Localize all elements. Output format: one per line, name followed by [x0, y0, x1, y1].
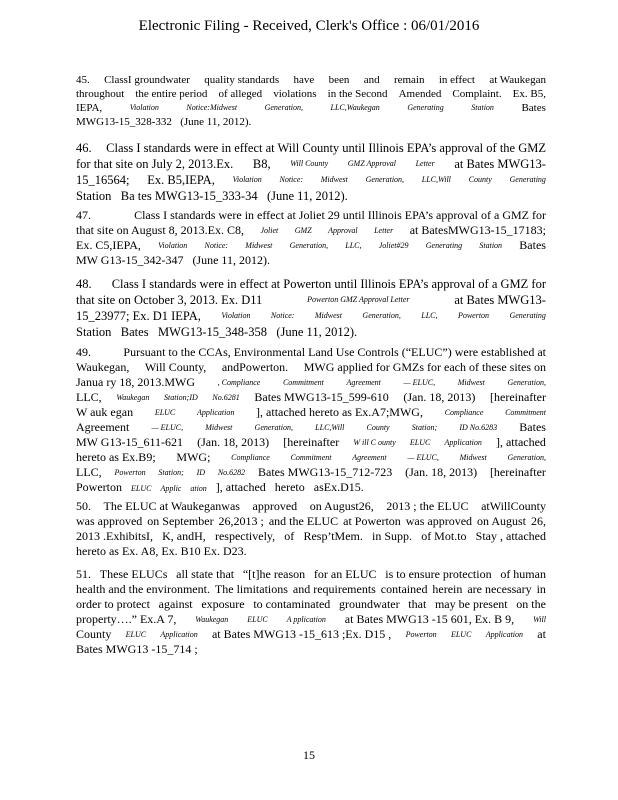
text-run: Notice:Midwest — [186, 103, 238, 112]
text-run: hereto as Ex.B9; — [76, 450, 156, 464]
text-run: are necessary — [467, 582, 532, 596]
text-line — [76, 420, 546, 435]
text-run: respectively, — [214, 529, 276, 543]
text-run: Bates MWG13-15_712-723 — [257, 465, 393, 479]
text-run: Letter — [415, 159, 435, 168]
text-run: (Jan. 18, 2013) — [403, 390, 476, 404]
text-run: Powerton — [457, 311, 490, 320]
text-run: ID No.6283 — [459, 423, 498, 432]
text-run: of alleged — [218, 88, 263, 100]
text-run: The ELUC at Waukeganwas — [103, 499, 240, 513]
text-run: Waukegan, — [76, 360, 130, 374]
text-line — [76, 390, 546, 405]
text-run: A pplication — [286, 615, 326, 624]
text-run: groundwater — [338, 597, 400, 611]
paragraph-49 — [76, 345, 546, 495]
paragraph-47 — [76, 208, 546, 268]
paragraph-51 — [76, 567, 546, 657]
text-run: MWG; — [176, 450, 211, 464]
text-line — [76, 544, 546, 559]
text-run: Resp’tMem. — [303, 529, 363, 543]
paragraph-number: 45. — [76, 74, 90, 86]
text-run: the entire period — [135, 88, 208, 100]
text-run: of — [284, 529, 295, 543]
text-run: for an ELUC — [313, 567, 377, 581]
text-run: [hereinafter — [489, 465, 546, 479]
text-run: Station — [76, 189, 112, 203]
text-run: at Waukegan — [489, 74, 546, 86]
text-run: , Compliance — [217, 378, 261, 387]
text-run: Station;ID — [163, 393, 198, 402]
text-run: Will — [533, 615, 546, 624]
text-run: Generation, — [365, 175, 405, 184]
paragraph-number: 46. — [76, 141, 92, 155]
text-run: that site on October 3, 2013. Ex. D11 — [76, 293, 263, 307]
text-run: LLC, — [345, 241, 362, 250]
text-run: Powerton — [405, 630, 437, 639]
text-run: MW G13-15_611-621 — [76, 435, 183, 449]
text-line — [76, 276, 546, 292]
paragraph-number: 47. — [76, 208, 91, 222]
text-run: LLC,Waukegan — [330, 103, 380, 112]
text-run: to contaminated — [253, 597, 331, 611]
text-run: quality standards — [204, 74, 280, 86]
text-run: at BatesMWG13-15_17183; — [409, 223, 546, 237]
text-line — [76, 627, 546, 642]
text-line — [76, 435, 546, 450]
text-line — [76, 292, 546, 308]
text-run: 2013 ; the ELUC — [386, 499, 469, 513]
text-line — [76, 450, 546, 465]
text-run: Violation — [221, 311, 251, 320]
text-run: Midwest — [457, 378, 485, 387]
text-run: and the ELUC — [268, 514, 339, 528]
text-run: Approval — [328, 226, 358, 235]
filing-header: Electronic Filing - Received, Clerk's Office : 06/01/2016 — [138, 18, 480, 34]
text-run: for that site on July 2, 2013.Ex. — [76, 157, 234, 171]
text-run: Commitment — [290, 453, 332, 462]
text-run: Class I standards were in effect at Will County until Illinois EPA’s approval of the GMZ — [106, 141, 546, 155]
text-run: (June 11, 2012). — [192, 253, 270, 267]
text-run: been — [328, 74, 350, 86]
text-run: Application — [196, 408, 235, 417]
text-run: Agreement — [352, 453, 387, 462]
text-run: The limitations — [214, 582, 288, 596]
text-run: Ex. C5,IEPA, — [76, 238, 141, 252]
text-run: Stay , attached — [475, 529, 546, 543]
paragraph-48 — [76, 276, 546, 340]
text-run: Agreement — [76, 420, 130, 434]
text-run: Generation, — [254, 423, 293, 432]
text-run: Generation, — [507, 453, 546, 462]
text-run: remain — [393, 74, 425, 86]
text-run: Midwest — [320, 175, 348, 184]
text-line — [76, 172, 546, 188]
text-line — [76, 238, 546, 253]
text-run: Midwest — [314, 311, 342, 320]
text-run: asEx.D15. — [313, 480, 364, 494]
text-run: Bates MWG13 -15_714 ; — [76, 642, 198, 656]
text-run: may be present — [434, 597, 508, 611]
text-run: hereto — [274, 480, 305, 494]
text-run: Bates — [519, 420, 546, 434]
text-run: Joliet#29 — [378, 241, 409, 250]
text-run: ELUC — [450, 630, 472, 639]
text-run: and requirements — [292, 582, 376, 596]
text-run: property….” Ex.A 7, — [76, 612, 177, 626]
text-run: at Bates MWG13- — [454, 293, 546, 307]
text-line — [76, 115, 546, 129]
text-run: ELUC — [409, 438, 431, 447]
text-run: These ELUCs — [99, 567, 168, 581]
text-run: Class I standards were in effect at Joliet 29 until Illinois EPA’s approval of a GMZ for — [134, 208, 546, 222]
text-run: Notice: — [270, 311, 295, 320]
text-run: “[t]he reason — [242, 567, 306, 581]
text-run: ClassI groundwater — [104, 74, 190, 86]
text-run: violations — [273, 88, 317, 100]
text-run: — ELUC, — [403, 378, 436, 387]
text-run: Janua ry 18, 2013.MWG — [76, 375, 195, 389]
text-run: Bates — [120, 325, 149, 339]
text-run: LLC, — [76, 465, 102, 479]
text-run: Amended — [398, 88, 442, 100]
text-run: in Supp. — [372, 529, 413, 543]
text-run: [hereinafter — [283, 435, 340, 449]
text-run: Generating — [509, 311, 546, 320]
text-run: Notice: — [204, 241, 229, 250]
text-run: K, andH, — [162, 529, 206, 543]
paragraph-number: 51. — [76, 567, 91, 581]
text-run: Bates MWG13-15_599-610 — [254, 390, 389, 404]
paragraph-number: 49. — [76, 345, 91, 359]
text-run: Station; — [411, 423, 438, 432]
text-run: IEPA, — [76, 102, 103, 114]
text-run: Violation — [232, 175, 262, 184]
text-run: Pursuant to the CCAs, Environmental Land Use Controls (“ELUC”) were established at — [123, 345, 546, 359]
text-run: Ex. B5, — [512, 88, 546, 100]
text-run: Notice: — [279, 175, 304, 184]
text-line — [76, 582, 546, 597]
text-run: 26, — [530, 514, 546, 528]
text-run: order to protect — [76, 597, 150, 611]
text-run: LLC, — [76, 390, 102, 404]
text-run: throughout — [76, 88, 125, 100]
text-run: — ELUC, — [151, 423, 184, 432]
text-run: ID — [196, 468, 206, 477]
text-run: (June 11, 2012). — [180, 116, 252, 128]
text-run: atWillCounty — [481, 499, 546, 513]
text-run: at Bates MWG13- — [454, 157, 546, 171]
text-run: ation — [190, 484, 207, 493]
text-run: Violation — [158, 241, 188, 250]
text-line — [76, 375, 546, 390]
paragraph-50 — [76, 499, 546, 559]
text-run: Generating — [425, 241, 463, 250]
text-run: hereto as Ex. A8, Ex. B10 Ex. D23. — [76, 544, 247, 558]
text-run: Bates — [519, 238, 546, 252]
text-run: approved — [252, 499, 298, 513]
text-run: MWG13-15_348-358 — [157, 325, 267, 339]
text-run: of human — [500, 567, 546, 581]
text-run: and — [363, 74, 380, 86]
text-line — [76, 360, 546, 375]
text-line — [76, 253, 546, 268]
text-run: Class I standards were in effect at Powerton until Illinois EPA’s approval of a GMZ for — [111, 277, 546, 291]
text-run: No.6281 — [212, 393, 240, 402]
text-line — [76, 405, 546, 420]
text-run: (Jan. 18, 2013) — [197, 435, 270, 449]
text-run: Powerton — [114, 468, 146, 477]
text-line — [76, 156, 546, 172]
text-line — [76, 529, 546, 544]
text-line — [76, 612, 546, 627]
text-run: ELUC — [154, 408, 176, 417]
text-run: all state that — [176, 567, 235, 581]
text-run: 2013 .ExhibitsI, — [76, 529, 153, 543]
text-line — [76, 87, 546, 101]
text-run: County — [366, 423, 390, 432]
text-run: (June 11, 2012). — [266, 189, 348, 203]
text-run: GMZ Approval — [347, 159, 397, 168]
text-run: health and the environment. — [76, 582, 210, 596]
text-run: Applic — [160, 484, 182, 493]
text-run: Waukegan — [116, 393, 150, 402]
text-run: contained — [380, 582, 428, 596]
text-run: Powerton GMZ Approval Letter — [307, 295, 410, 304]
text-run: Compliance — [231, 453, 270, 462]
text-line — [76, 345, 546, 360]
text-run: that site on August 8, 2013.Ex. C8, — [76, 223, 244, 237]
text-run: at Bates MWG13 -15 601, Ex. B 9, — [344, 612, 515, 626]
text-run: ELUC — [247, 615, 268, 624]
text-run: 15_16564; — [76, 173, 130, 187]
text-run: andPowerton. — [221, 360, 289, 374]
text-run: Violation — [129, 103, 159, 112]
text-run: Bates — [521, 102, 546, 114]
text-run: at — [537, 627, 546, 641]
paragraph-number: 48. — [76, 277, 92, 291]
text-line — [76, 188, 546, 204]
text-run: Generation, — [362, 311, 401, 320]
text-run: ELUC — [125, 630, 147, 639]
text-run: against — [158, 597, 193, 611]
text-run: 26,2013 ; — [218, 514, 264, 528]
text-line — [76, 499, 546, 514]
text-run: Commitment — [282, 378, 324, 387]
text-run: Generating — [407, 103, 444, 112]
text-line — [76, 465, 546, 480]
text-run: ELUC — [131, 484, 152, 493]
text-run: Agreement — [346, 378, 381, 387]
text-run: Station — [76, 325, 112, 339]
text-run: MWG13-15_328-332 — [76, 116, 172, 128]
text-run: Application — [485, 630, 524, 639]
text-run: LLC, — [421, 311, 438, 320]
text-run: Compliance — [444, 408, 484, 417]
text-line — [76, 567, 546, 582]
text-run: Ba tes MWG13-15_333-34 — [120, 189, 258, 203]
text-run: LLC,Will — [315, 423, 345, 432]
text-line — [76, 308, 546, 324]
text-run: Joliet — [260, 226, 279, 235]
text-line — [76, 642, 546, 657]
text-run: County — [468, 175, 492, 184]
text-run: Application — [444, 438, 482, 447]
text-run: (Jan. 18, 2013) — [405, 465, 478, 479]
paragraph-number: 50. — [76, 499, 91, 513]
text-run: Generation, — [264, 103, 304, 112]
text-run: Letter — [374, 226, 394, 235]
text-run: GMZ — [294, 226, 312, 235]
text-run: Waukegan — [195, 615, 229, 624]
paragraph-45 — [76, 73, 546, 129]
text-run: in the Second — [327, 88, 388, 100]
text-run: ], attached — [495, 435, 546, 449]
text-run: B8, — [252, 157, 271, 171]
text-run: is to ensure protection — [385, 567, 492, 581]
text-run: W ill C ounty — [353, 438, 396, 447]
text-run: MW G13-15_342-347 — [76, 253, 184, 267]
text-run: on August26, — [309, 499, 374, 513]
text-line — [76, 73, 546, 87]
text-run: was approved — [76, 514, 143, 528]
paragraph-46 — [76, 140, 546, 204]
text-run: County — [76, 627, 112, 641]
text-run: in — [536, 582, 546, 596]
text-line — [76, 480, 546, 495]
text-run: Generation, — [507, 378, 546, 387]
text-run: at Bates MWG13 -15_613 ;Ex. D15 , — [211, 627, 392, 641]
text-run: Midwest — [459, 453, 487, 462]
text-run: MWG applied for GMZs for each of these sites on — [303, 360, 546, 374]
text-run: herein — [432, 582, 463, 596]
text-run: Ex. B5,IEPA, — [147, 173, 215, 187]
text-line — [76, 514, 546, 529]
text-run: Generation, — [289, 241, 329, 250]
text-line — [76, 324, 546, 340]
page-number: 15 — [303, 748, 315, 762]
text-line — [76, 223, 546, 238]
text-run: LLC,Will — [421, 175, 451, 184]
text-run: — ELUC, — [407, 453, 439, 462]
text-run: in effect — [438, 74, 475, 86]
text-run: Application — [160, 630, 198, 639]
text-run: Midwest — [245, 241, 273, 250]
text-run: Station; — [158, 468, 184, 477]
text-run: Station — [479, 241, 503, 250]
text-run: (June 11, 2012). — [276, 325, 358, 339]
text-run: that — [408, 597, 427, 611]
text-run: ], attached — [215, 480, 266, 494]
text-run: on September — [147, 514, 214, 528]
text-run: on August — [477, 514, 527, 528]
text-line — [76, 140, 546, 156]
text-run: exposure — [201, 597, 245, 611]
text-run: of Mot.to — [421, 529, 467, 543]
text-run: Generating — [509, 175, 546, 184]
text-run: at Powerton — [343, 514, 401, 528]
text-run: Will County — [290, 159, 329, 168]
text-run: Commitment — [505, 408, 546, 417]
text-line — [76, 208, 546, 223]
text-line — [76, 597, 546, 612]
text-run: Powerton — [76, 480, 122, 494]
text-run: Complaint. — [452, 88, 502, 100]
text-run: [hereinafter — [490, 390, 546, 404]
text-run: Station — [471, 103, 494, 112]
text-line — [76, 101, 546, 115]
text-run: Midwest — [205, 423, 233, 432]
text-run: Will County, — [144, 360, 207, 374]
text-run: No.6282 — [217, 468, 246, 477]
text-run: W auk egan — [76, 405, 134, 419]
text-run: have — [293, 74, 315, 86]
text-run: on the — [516, 597, 546, 611]
text-run: 15_23977; Ex. D1 IEPA, — [76, 309, 201, 323]
text-run: was approved — [405, 514, 473, 528]
text-run: ], attached hereto as Ex.A7;MWG, — [256, 405, 423, 419]
